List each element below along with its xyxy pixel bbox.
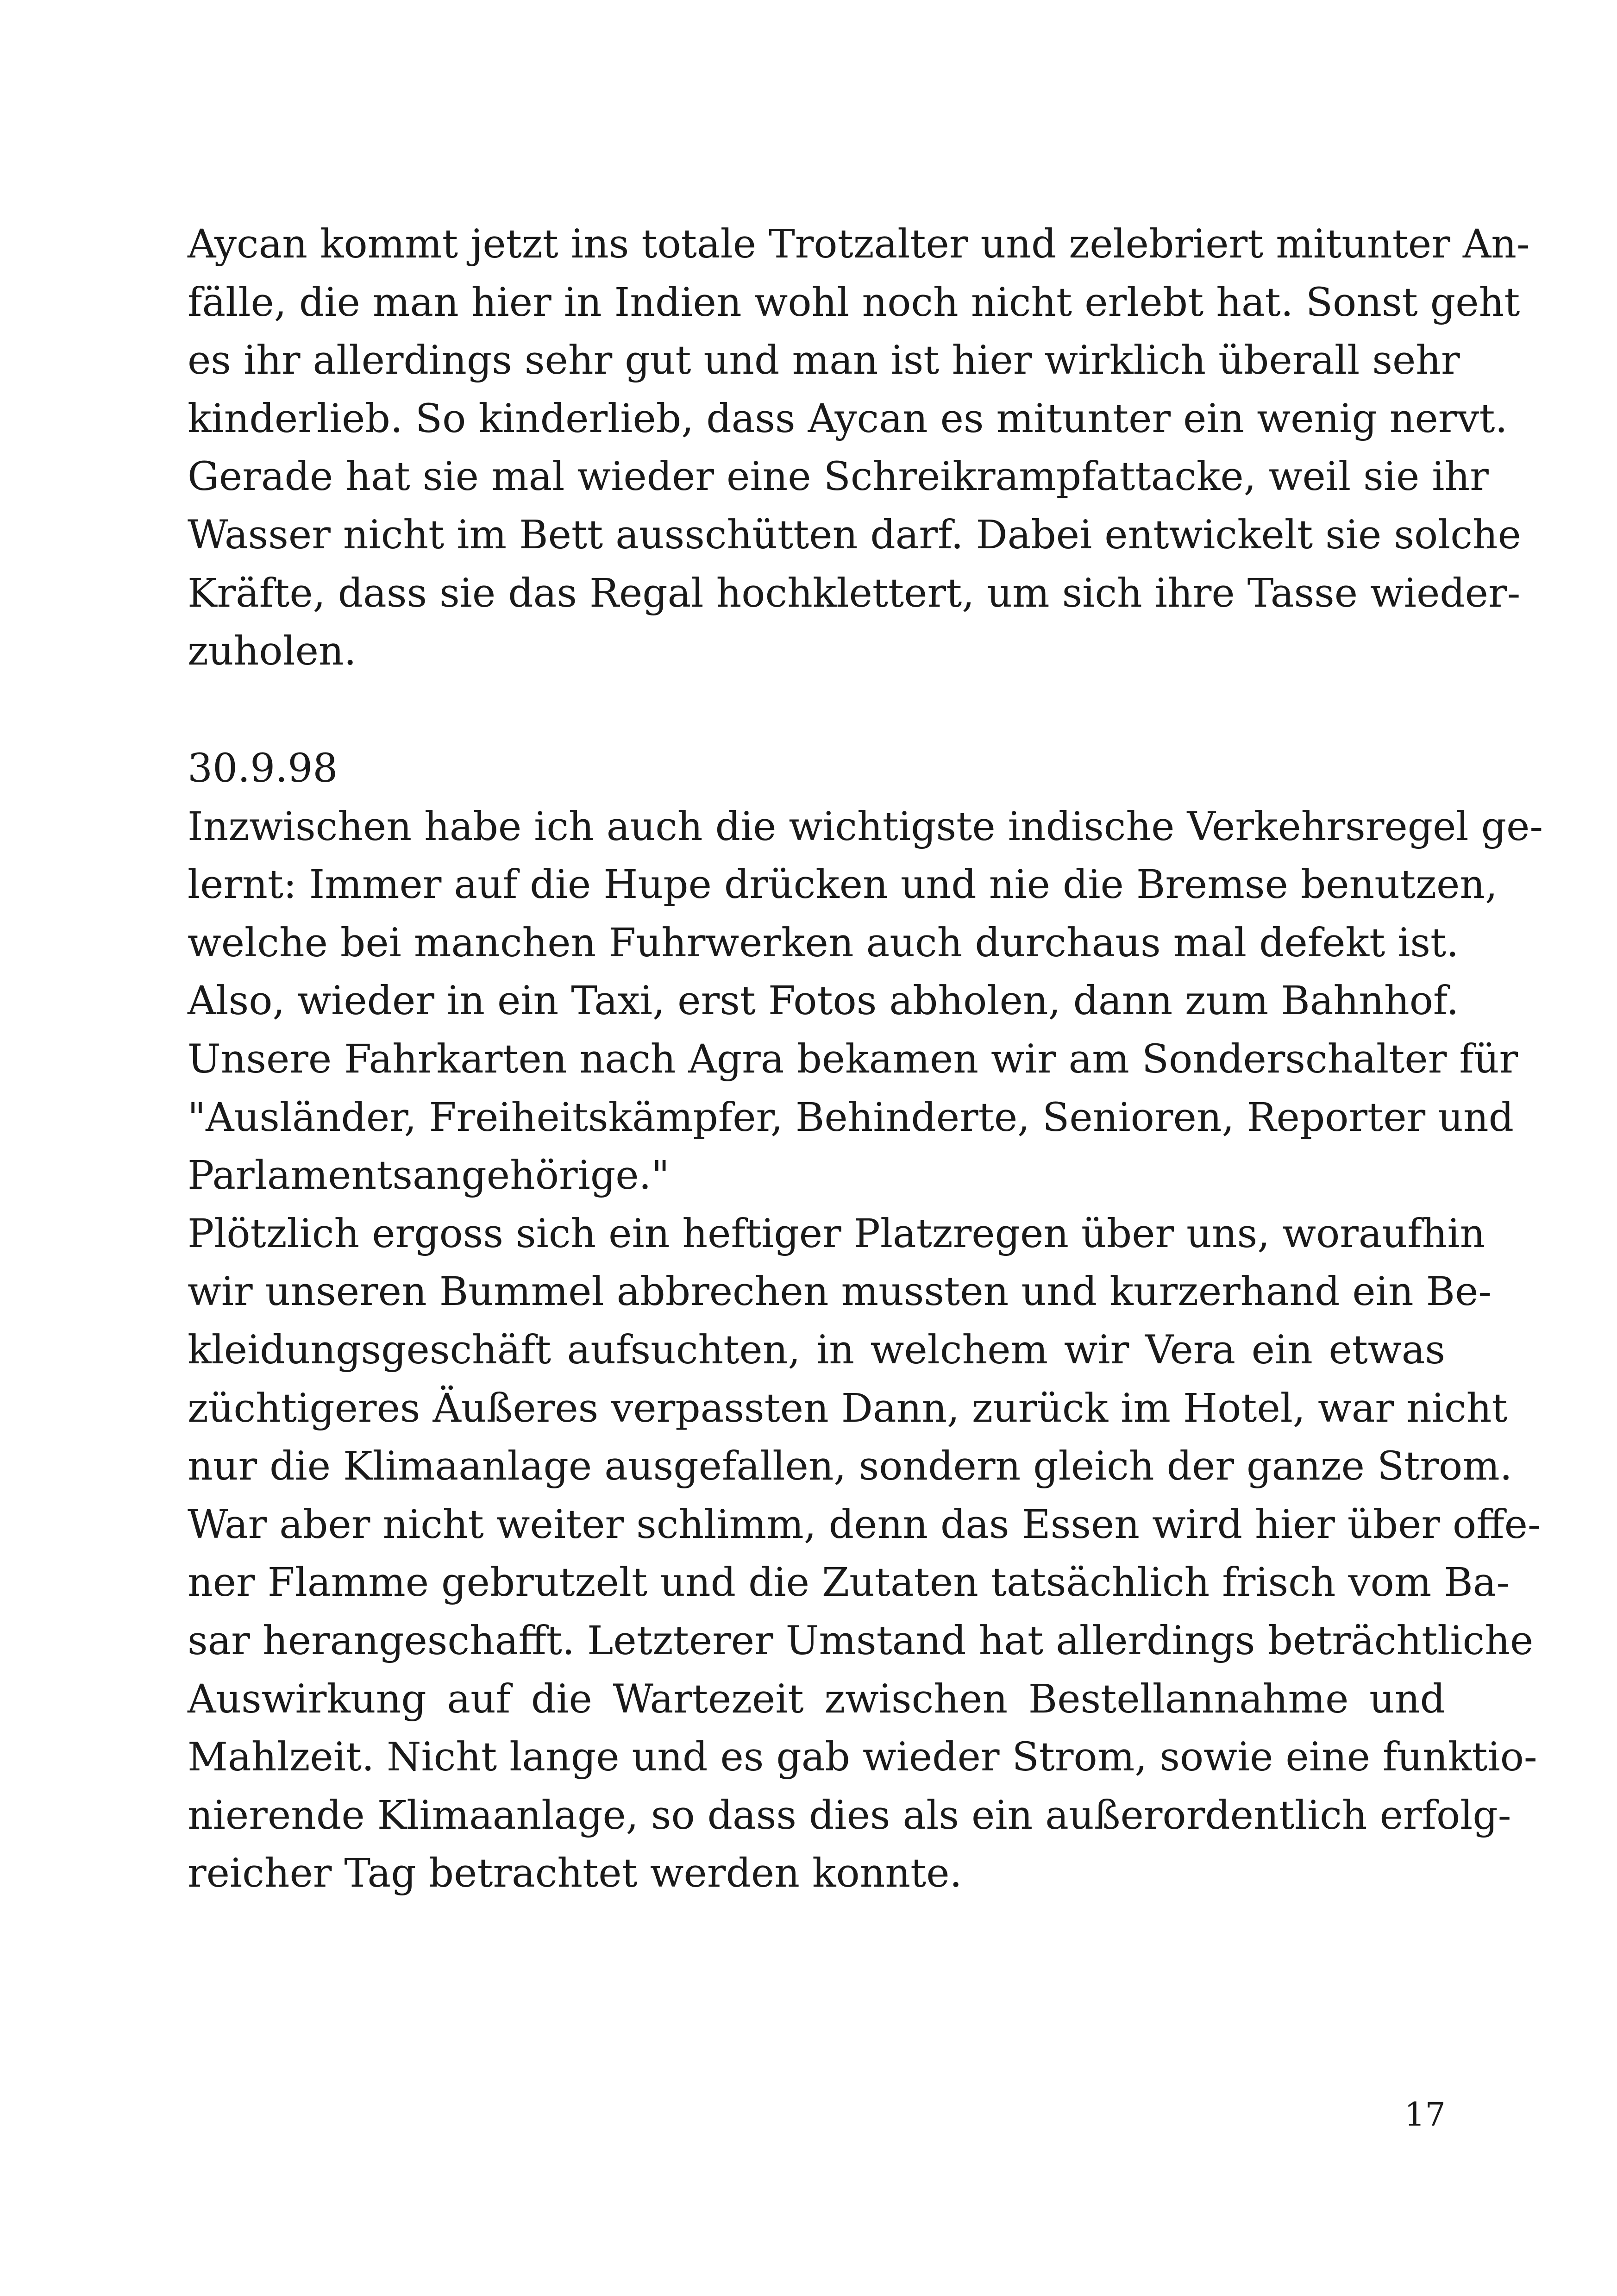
text-line: Kräfte, dass sie das Regal hochklettert, um sich ihre Tasse wieder-	[188, 570, 1521, 616]
text-line: nur die Klimaanlage ausgefallen, sondern gleich der ganze Strom.	[188, 1443, 1512, 1490]
text-line: nierende Klimaanlage, so dass dies als ein außerordentlich erfolg-	[188, 1792, 1511, 1838]
paragraph-platzregen	[188, 1205, 1541, 1903]
body-text-diary-entry	[188, 740, 1543, 1903]
body-text-top	[188, 215, 1530, 681]
text-line: "Ausländer, Freiheitskämpfer, Behinderte, Senioren, Reporter und	[188, 1094, 1514, 1141]
paragraph-trotzalter	[188, 215, 1530, 681]
text-line: welche bei manchen Fuhrwerken auch durchaus mal defekt ist.	[188, 920, 1459, 966]
text-line: Plötzlich ergoss sich ein heftiger Platzregen über uns, woraufhin	[188, 1211, 1485, 1257]
entry-date: 30.9.98	[188, 746, 338, 791]
text-line: Also, wieder in ein Taxi, erst Fotos abholen, dann zum Bahnhof.	[188, 978, 1459, 1024]
text-line: Gerade hat sie mal wieder eine Schreikrampfattacke, weil sie ihr	[188, 454, 1489, 500]
text-line: Aycan kommt jetzt ins totale Trotzalter und zelebriert mitunter An-	[188, 221, 1530, 267]
text-line: ner Flamme gebrutzelt und die Zutaten tatsächlich frisch vom Ba-	[188, 1560, 1510, 1606]
text-line: War aber nicht weiter schlimm, denn das Essen wird hier über offe-	[188, 1501, 1541, 1548]
text-line: kinderlieb. So kinderlieb, dass Aycan es mitunter ein wenig nervt.	[188, 395, 1508, 442]
page-number: 17	[1404, 2095, 1446, 2133]
text-line: Auswirkung auf die Wartezeit zwischen Bestellannahme und	[188, 1676, 1445, 1722]
text-line: sar herangeschafft. Letzterer Umstand hat allerdings beträchtliche	[188, 1618, 1534, 1664]
text-line: wir unseren Bummel abbrechen mussten und kurzerhand ein Be-	[188, 1269, 1492, 1315]
text-line: lernt: Immer auf die Hupe drücken und nie die Bremse benutzen,	[188, 862, 1498, 908]
text-line: Inzwischen habe ich auch die wichtigste indische Verkehrsregel ge-	[188, 803, 1543, 850]
text-line: Wasser nicht im Bett ausschütten darf. Dabei entwickelt sie solche	[188, 512, 1521, 558]
text-line: zuholen.	[188, 628, 357, 675]
text-line: reicher Tag betrachtet werden konnte.	[188, 1851, 962, 1897]
text-line: Unsere Fahrkarten nach Agra bekamen wir am Sonderschalter für	[188, 1036, 1518, 1082]
text-line: fälle, die man hier in Indien wohl noch nicht erlebt hat. Sonst geht	[188, 279, 1520, 326]
text-line: Parlamentsangehörige."	[188, 1153, 670, 1199]
text-line: es ihr allerdings sehr gut und man ist hier wirklich überall sehr	[188, 338, 1460, 384]
paragraph-verkehrsregel	[188, 798, 1543, 1205]
date-heading	[188, 740, 1445, 798]
text-line: Mahlzeit. Nicht lange und es gab wieder Strom, sowie eine funktio-	[188, 1734, 1537, 1781]
text-line: züchtigeres Äußeres verpassten Dann, zurück im Hotel, war nicht	[188, 1385, 1508, 1431]
text-line: kleidungsgeschäft aufsuchten, in welchem wir Vera ein etwas	[188, 1327, 1445, 1373]
